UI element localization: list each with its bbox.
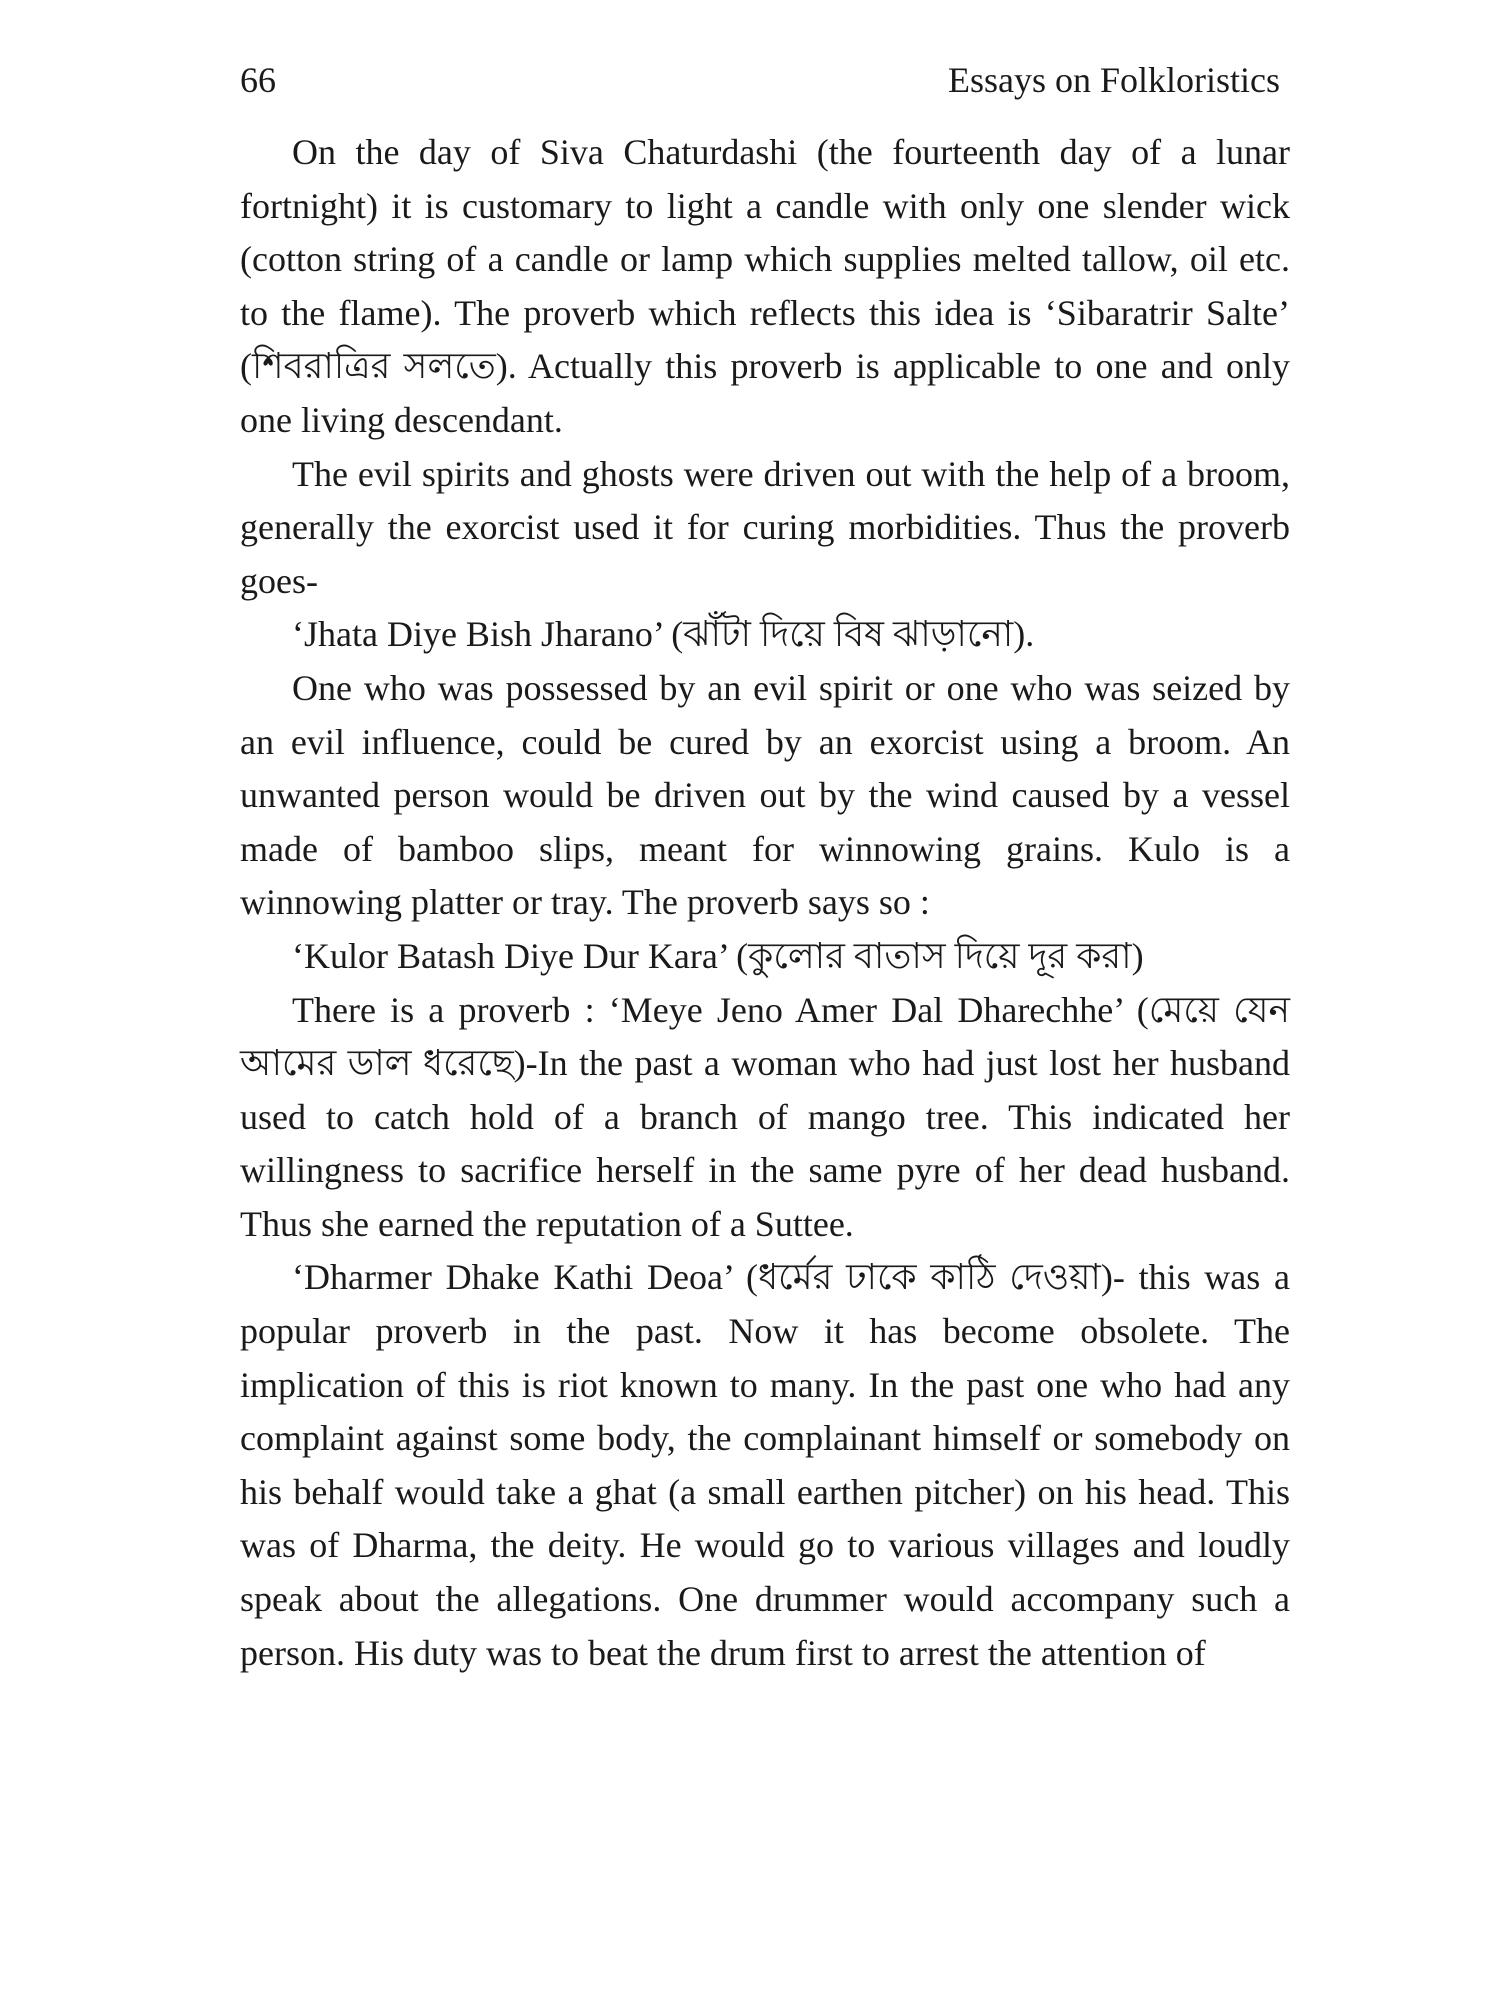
book-page (240, 50, 1290, 1950)
paragraph-possessed: One who was possessed by an evil spirit or one who was seized by an evil influence, could be cured by an exorcist using a broom. An unwanted person would be driven out by the wind caused by a vessel made of bamboo slips, meant for winnowing grains. Kulo is a winnowing platter or tray. The proverb says so : (240, 667, 1290, 923)
paragraph-siva-chaturdashi: On the day of Siva Chaturdashi (the fourteenth day of a lunar fortnight) it is customary to light a candle with only one slender wick (cotton string of a candle or lamp which supplies melted tallow, oil etc. to the flame). The proverb which reflects this idea is ‘Sibaratrir Salte’ (শিবরাত্রির সলতে). Actually this proverb is applicable to one and only one living descendant. (240, 132, 1290, 440)
running-head (240, 50, 1290, 110)
page-number: 66 (240, 60, 276, 100)
book-title: Essays on Folkloristics (947, 60, 1280, 100)
proverb-kulor-batash: ‘Kulor Batash Diye Dur Kara’ (কুলোর বাতাস দিয়ে দূর করা) (292, 935, 1144, 976)
paragraph-dharmer-dhake: ‘Dharmer Dhake Kathi Deoa’ (ধর্মের ঢাকে কাঠি দেওয়া)- this was a popular proverb in the past. Now it has become obsolete. The implication of this is riot known to many. In the past one who had any complaint against some body, the complainant himself or somebody on his behalf would take a ghat (a small earthen pitcher) on his head. This was of Dharma, the deity. He would go to various villages and loudly speak about the allegations. One drummer would accompany such a person. His duty was to beat the drum first to arrest the attention of (240, 1257, 1290, 1673)
body-text (240, 126, 1290, 1680)
paragraph-evil-spirits: The evil spirits and ghosts were driven out with the help of a broom, generally the exorcist used it for curing morbidities. Thus the proverb goes- (240, 453, 1290, 601)
proverb-jhata-diye-bish-jharano: ‘Jhata Diye Bish Jharano’ (ঝাঁটা দিয়ে বিষ ঝাড়ানো). (292, 614, 1035, 655)
paragraph-meye-jeno: There is a proverb : ‘Meye Jeno Amer Dal Dharechhe’ (মেয়ে যেন আমের ডাল ধরেছে)-In the past a woman who had just lost her husband used to catch hold of a branch of mango tree. This indicated her willingness to sacrifice herself in the same pyre of her dead husband. Thus she earned the reputation of a Suttee. (240, 989, 1290, 1244)
